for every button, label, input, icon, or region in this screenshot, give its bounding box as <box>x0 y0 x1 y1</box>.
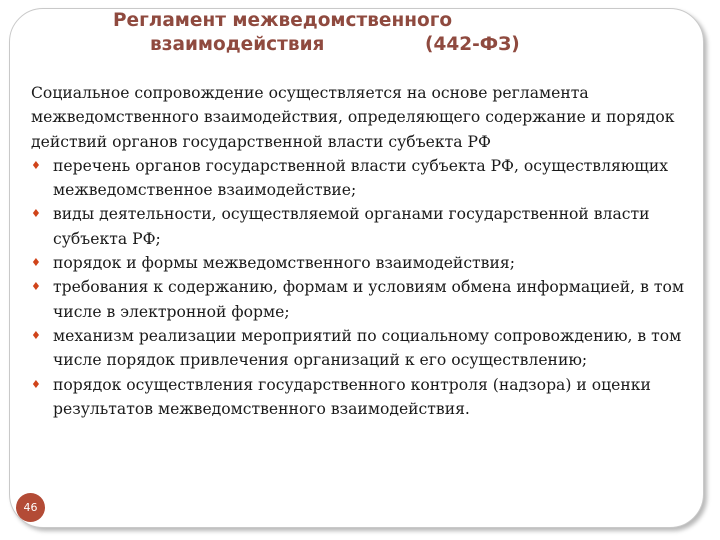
list-item-text: требования к содержанию, формам и условиям обмена информацией, в том числе в электронной форме; <box>53 278 684 321</box>
list-item <box>31 324 691 373</box>
page-number-badge: 46 <box>16 493 45 522</box>
diamond-bullet-icon: ♦ <box>31 256 41 270</box>
diamond-bullet-icon: ♦ <box>31 280 41 294</box>
diamond-bullet-icon: ♦ <box>31 207 41 221</box>
list-item <box>31 202 691 251</box>
slide-body <box>31 81 691 421</box>
list-item <box>31 154 691 203</box>
list-item <box>31 251 691 275</box>
list-item-text: перечень органов государственной власти субъекта РФ, осуществляющих межведомственное взаимодействие; <box>53 156 669 200</box>
list-item <box>31 275 691 324</box>
list-item-text: механизм реализации мероприятий по социальному сопровождению, в том числе порядок привлечения организаций к его осуществлению; <box>53 326 682 370</box>
title-law-code: (442-ФЗ) <box>425 34 520 55</box>
list-item-text: порядок и формы межведомственного взаимодействия; <box>53 254 515 273</box>
title-line-2: взаимодействия <box>150 34 325 55</box>
intro-paragraph: Социальное сопровождение осуществляется на основе регламента межведомственного взаимодействия, определяющего содержание и порядок действий органов государственной власти субъекта РФ <box>31 84 675 151</box>
diamond-bullet-icon: ♦ <box>31 377 41 391</box>
title-line-1: Регламент межведомственного <box>113 10 453 31</box>
list-item-text: виды деятельности, осуществляемой органами государственной власти субъекта РФ; <box>53 205 650 248</box>
slide-title <box>0 0 720 70</box>
diamond-bullet-icon: ♦ <box>31 158 41 172</box>
list-item-text: порядок осуществления государственного контроля (надзора) и оценки результатов межведомственного взаимодействия. <box>53 375 651 418</box>
list-item <box>31 373 691 422</box>
diamond-bullet-icon: ♦ <box>31 328 41 342</box>
bullet-list <box>31 154 691 421</box>
